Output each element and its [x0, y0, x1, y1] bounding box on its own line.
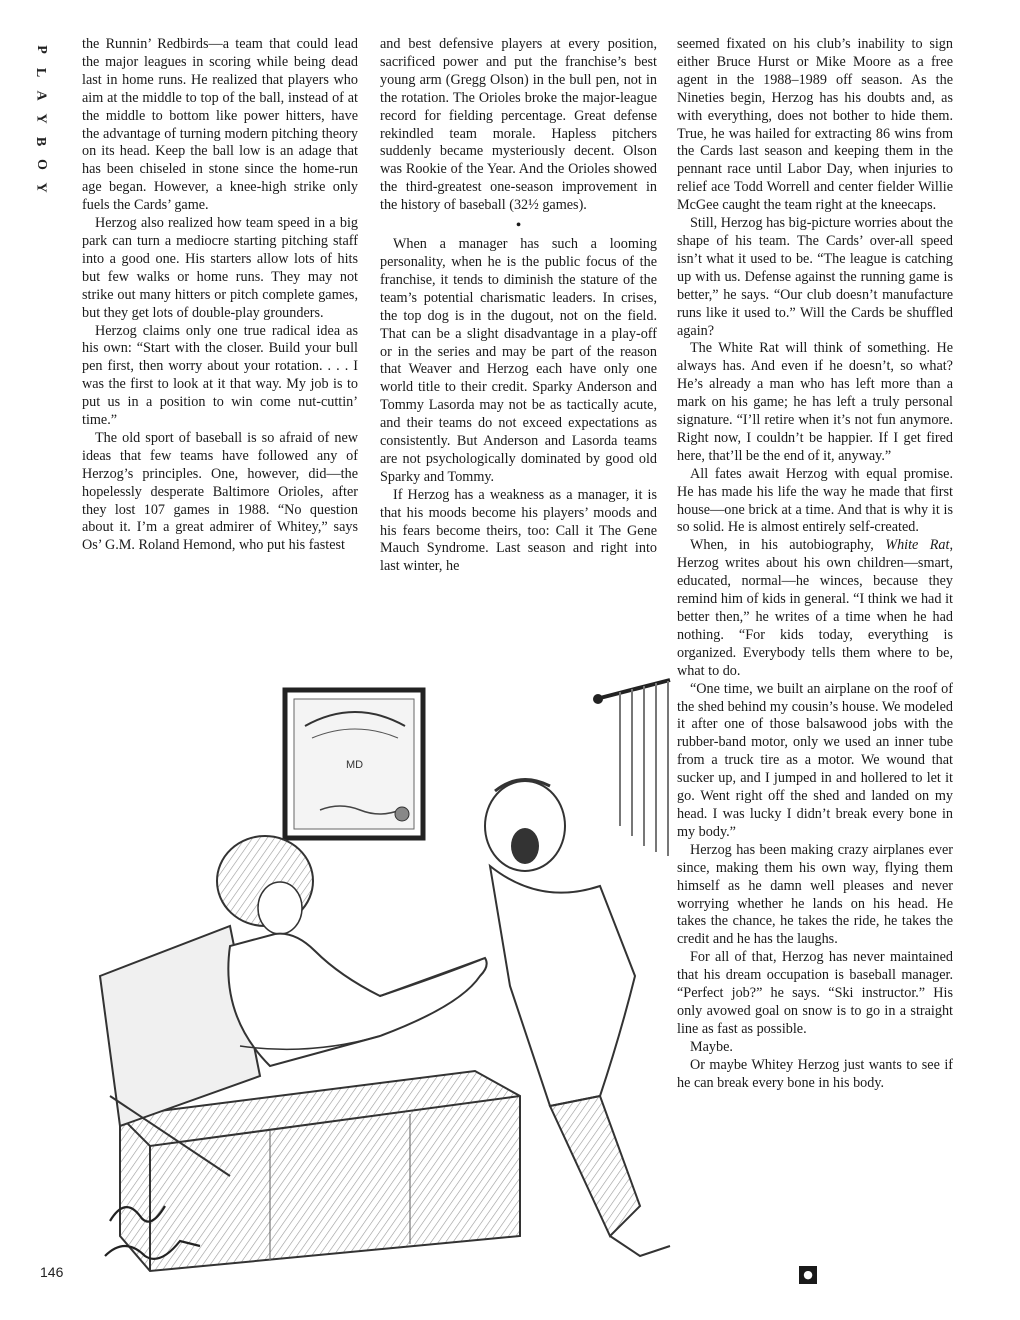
page-number: 146 — [40, 1264, 64, 1280]
paragraph: the Runnin’ Redbirds—a team that could lead the major leagues in scoring while being dead last in home runs. He realized that players who aim at the middle to top of the ball, instead of at the middle to bottom like power hitters, have the advantage of turning modern pitching theory on its head. Keep the ball low is an adage that has been chiseled in stone since the home-run age began. However, a knee-high strike only fuels the Cards’ game. — [82, 36, 358, 214]
article-column-3 — [677, 36, 953, 1092]
diploma-frame — [285, 690, 423, 838]
paragraph: The White Rat will think of something. He always has. And even if he doesn’t, so what? He’s already a man who has left more than a mark on his game; he has left a truly personal signature. “I’ll retire when it’s not fun anymore. Right now, I couldn’t be happier. If I get fired here, that’ll be the end of it, anyway.” — [677, 340, 953, 464]
masthead-letter: O — [33, 159, 49, 170]
paragraph: Still, Herzog has big-picture worries about the shape of his team. The Cards’ over-all speed isn’t what it used to be. “The league is catching up with us. Defense against the running game is better,” he says. “Our club doesn’t manufacture runs like it used to.” Will the Cards be shuffled again? — [677, 215, 953, 339]
patient-figure — [217, 836, 487, 1066]
paragraph: “One time, we built an airplane on the roof of the shed behind my cousin’s house. We modeled it after one of those balsawood jobs with the rubber-band motor, only we used an inner tube from a truck tire as a motor. We wound that sucker up, and I jumped in and hollered to let it go. Went right off the shed and landed on my head. I was lucky I didn’t break every bone in my body.” — [677, 680, 953, 840]
paragraph: Herzog has been making crazy airplanes ever since, making them his own way, flying them himself as he damn well pleases and never worrying whether he lands on his head. He takes the chance, he takes the ride, he takes the credit and he has the laughs. — [677, 841, 953, 948]
paragraph: and best defensive players at every position, sacrificed power and put the franchise’s best young arm (Gregg Olson) in the bull pen, not in the rotation. The Orioles broke the major-league record for fielding percentage. Great defense rekindled team morale. Hapless pitchers suddenly became mysteriously decent. Olson was Rookie of the Year. And the Orioles showed the third-greatest one-season improvement in the history of baseball (32½ games). — [380, 36, 657, 214]
masthead-letter: A — [33, 90, 49, 101]
curtain — [593, 680, 670, 856]
signature-text: Don Orehek — [80, 1276, 85, 1277]
masthead-letter: Y — [33, 182, 49, 193]
paragraph: All fates await Herzog with equal promise. He has made his life the way he made that first house—one brick at a time. And that is why it is so solid. He is almost entirely self-created. — [677, 465, 953, 536]
paragraph: For all of that, Herzog has never maintained that his dream occupation is baseball manager. “Perfect job?” he says. “Ski instructor.” His only avowed goal on snow is to go in a straight line as fast as possible. — [677, 949, 953, 1037]
book-title: White Rat — [885, 537, 950, 554]
paragraph: Maybe. — [690, 1038, 733, 1055]
masthead-letter: P — [33, 45, 49, 54]
paragraph: When a manager has such a looming personality, when he is the public focus of the franchise, it tends to diminish the stature of the team’s potential charismatic leaders. In crises, the top dog is in the dugout, not on the field. That can be a slight disadvantage in a play-off or in the series and may be part of the reason that Weaver and Herzog each have only one world title to their credit. Sparky Anderson and Tommy Lasorda may not be as tactically acute, and their teams do not exceed expectations as consistently. But Anderson and Lasorda teams are not psychologically dominated by good old Sparky and Tommy. — [380, 236, 657, 485]
paragraph: Herzog claims only one true radical idea as his own: “Start with the closer. Build your bull pen first, then worry about your rotation. . . . I was the first to look at it that way. My job is to put us in a position to win come nut-cuttin’ time.” — [82, 322, 358, 429]
diploma-text: MD — [346, 759, 364, 771]
article-column-2 — [380, 36, 657, 576]
paragraph: Or maybe Whitey Herzog just wants to see if he can break every bone in his body. — [677, 1056, 953, 1091]
section-break: • — [515, 217, 522, 235]
paragraph: When, in his autobiography, White Rat, Herzog writes about his own children—smart, educated, normal—he winces, because they remind him of kids in general. “I think we had it better then,” he writes of a time when he had nothing. “For kids today, everything is organized. Everybody tells them where to be, what to do. — [677, 537, 954, 679]
masthead-letter: Y — [33, 113, 49, 124]
paragraph: The old sport of baseball is so afraid of new ideas that few teams have followed any of Herzog’s principles. One, however, did—the hopelessly desperate Baltimore Orioles, after they lost 107 games in 1988. “No question about it. I’m a great admirer of Whitey,” says Os’ G.M. Roland Hemond, who put his fastest — [82, 429, 358, 554]
cartoon-illustration — [80, 676, 670, 1276]
paragraph: seemed fixated on his club’s inability to sign either Bruce Hurst or Mike Moore as a free agent in the 1988–1989 off season. As the Nineties begin, Herzog has his doubts and, as with everything, does not bother to hide them. True, he was hailed for extracting 86 wins from the Cards last season and keeping them in the pennant race until Labor Day, when injuries to relief ace Todd Worrell and center fielder Willie McGee caught the team right at the kneecaps. — [677, 36, 953, 214]
rabbit-head-icon: ● — [799, 1266, 817, 1284]
paragraph: If Herzog has a weakness as a manager, it is that his moods become his players’ moods and his fears become theirs, too: Call it The Gene Mauch Syndrome. Last season and right into last winter, he — [380, 486, 657, 575]
magazine-masthead — [30, 38, 52, 199]
masthead-letter: B — [33, 136, 49, 147]
paragraph: Herzog also realized how team speed in a big park can turn a mediocre starting pitching staff into a good one. His starters allow lots of hits but few walks or home runs. They may not strike out many hitters or pitch complete games, but they get lots of double-play grounders. — [82, 215, 358, 321]
article-column-1 — [82, 36, 358, 555]
masthead-letter: L — [33, 67, 49, 78]
